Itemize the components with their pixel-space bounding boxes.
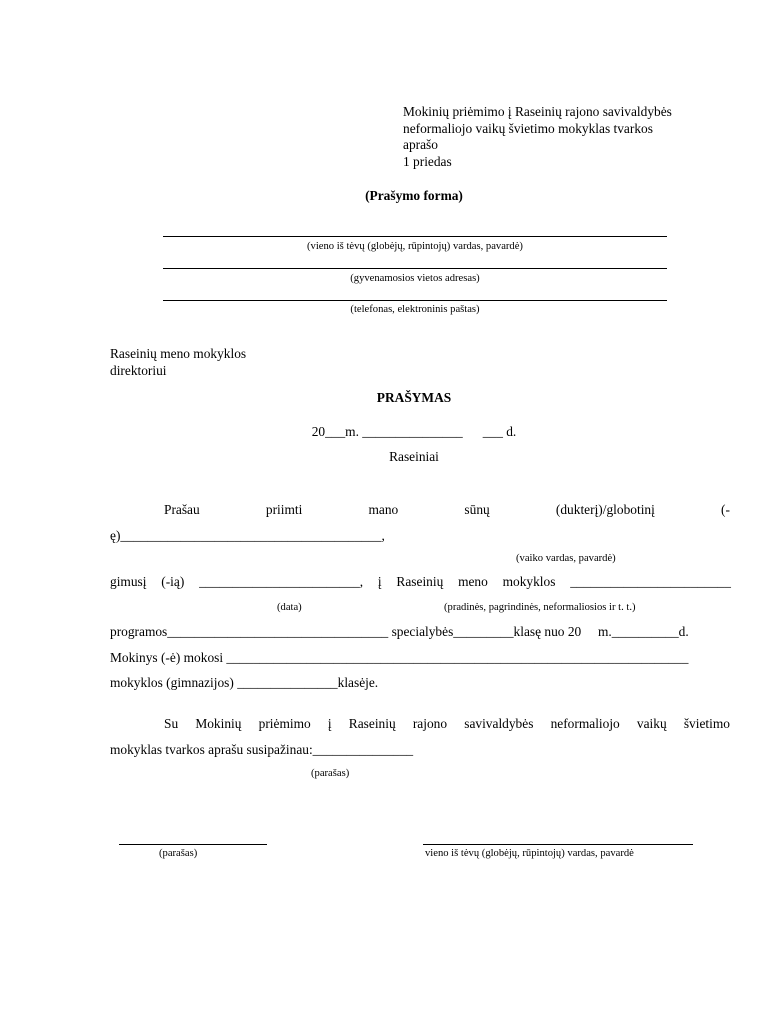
- ack-word: Mokinių: [195, 716, 242, 731]
- annex-header-line: 1 priedas: [403, 153, 452, 169]
- annex-header-line: neformaliojo vaikų švietimo mokyklas tvarkos: [403, 120, 653, 136]
- request-word: sūnų: [464, 502, 490, 517]
- school-class-line[interactable]: mokyklos (gimnazijos) _______________klasėje.: [110, 675, 379, 690]
- date-line[interactable]: 20___m. _______________ ___ d.: [311, 424, 517, 439]
- ack-word: į: [327, 716, 332, 731]
- acknowledgement-signature-field[interactable]: mokyklas tvarkos aprašu susipažinau:_______________: [110, 742, 414, 757]
- applicant-address-line[interactable]: [163, 268, 667, 269]
- request-word: (dukterį)/globotinį: [555, 502, 655, 517]
- request-word: (-: [721, 502, 730, 517]
- request-word: Prašau: [164, 502, 200, 517]
- annex-header-line: aprašo: [403, 137, 438, 152]
- signature-line[interactable]: [119, 844, 267, 845]
- request-word: mano: [368, 502, 399, 517]
- form-title: (Prašymo forma): [365, 188, 463, 203]
- applicant-contact-line[interactable]: [163, 300, 667, 301]
- applicant-name-caption: (vieno iš tėvų (globėjų, rūpintojų) vardas, pavardė): [307, 241, 523, 252]
- birth-word: (-ią): [161, 574, 185, 589]
- parent-name-caption: vieno iš tėvų (globėjų, rūpintojų) vardas, pavardė: [425, 848, 634, 859]
- date-caption: (data): [277, 602, 302, 613]
- recipient-line: Raseinių meno mokyklos: [110, 346, 247, 361]
- birth-word: meno: [458, 574, 488, 589]
- ack-word: priėmimo: [258, 716, 311, 731]
- annex-header-line: Mokinių priėmimo į Raseinių rajono savivaldybės: [403, 104, 672, 119]
- birth-word: Raseinių: [396, 574, 444, 589]
- program-line[interactable]: programos_________________________________ specialybės_________klasę nuo 20 m.__________d.: [110, 624, 689, 639]
- ack-word: vaikų: [636, 716, 667, 731]
- birth-word: gimusį: [110, 574, 147, 589]
- recipient-line: direktoriui: [110, 362, 167, 378]
- applicant-name-line[interactable]: [163, 236, 667, 237]
- signature-caption: (parašas): [311, 768, 350, 779]
- current-school-line[interactable]: Mokinys (-ė) mokosi _____________________________________________________________________: [110, 650, 689, 665]
- birth-word: mokyklos: [502, 574, 556, 589]
- applicant-contact-caption: (telefonas, elektroninis paštas): [350, 304, 480, 315]
- child-name-field[interactable]: ę)_______________________________________,: [110, 528, 385, 543]
- school-type-field[interactable]: ________________________: [570, 574, 731, 589]
- school-type-caption: (pradinės, pagrindinės, neformaliosios ir t. t.): [444, 602, 636, 613]
- birth-school-line: [110, 574, 731, 591]
- signature-caption-footer: (parašas): [159, 848, 198, 859]
- applicant-address-caption: (gyvenamosios vietos adresas): [350, 273, 480, 284]
- acknowledgement-line: [164, 716, 730, 733]
- child-name-caption: (vaiko vardas, pavardė): [516, 553, 616, 564]
- parent-name-line[interactable]: [423, 844, 693, 845]
- recipient: [110, 346, 246, 379]
- ack-word: Raseinių: [348, 716, 396, 731]
- birth-word: į: [377, 574, 382, 589]
- request-paragraph-line: [164, 502, 730, 519]
- birth-date-field[interactable]: ________________________,: [199, 574, 364, 589]
- document-title: PRAŠYMAS: [376, 390, 452, 405]
- ack-word: neformaliojo: [550, 716, 620, 731]
- request-word: priimti: [265, 502, 303, 517]
- ack-word: rajono: [412, 716, 448, 731]
- ack-word: švietimo: [683, 716, 730, 731]
- annex-header: [403, 104, 672, 170]
- ack-word: savivaldybės: [464, 716, 534, 731]
- place-name: Raseiniai: [389, 449, 439, 464]
- ack-word: Su: [164, 716, 179, 731]
